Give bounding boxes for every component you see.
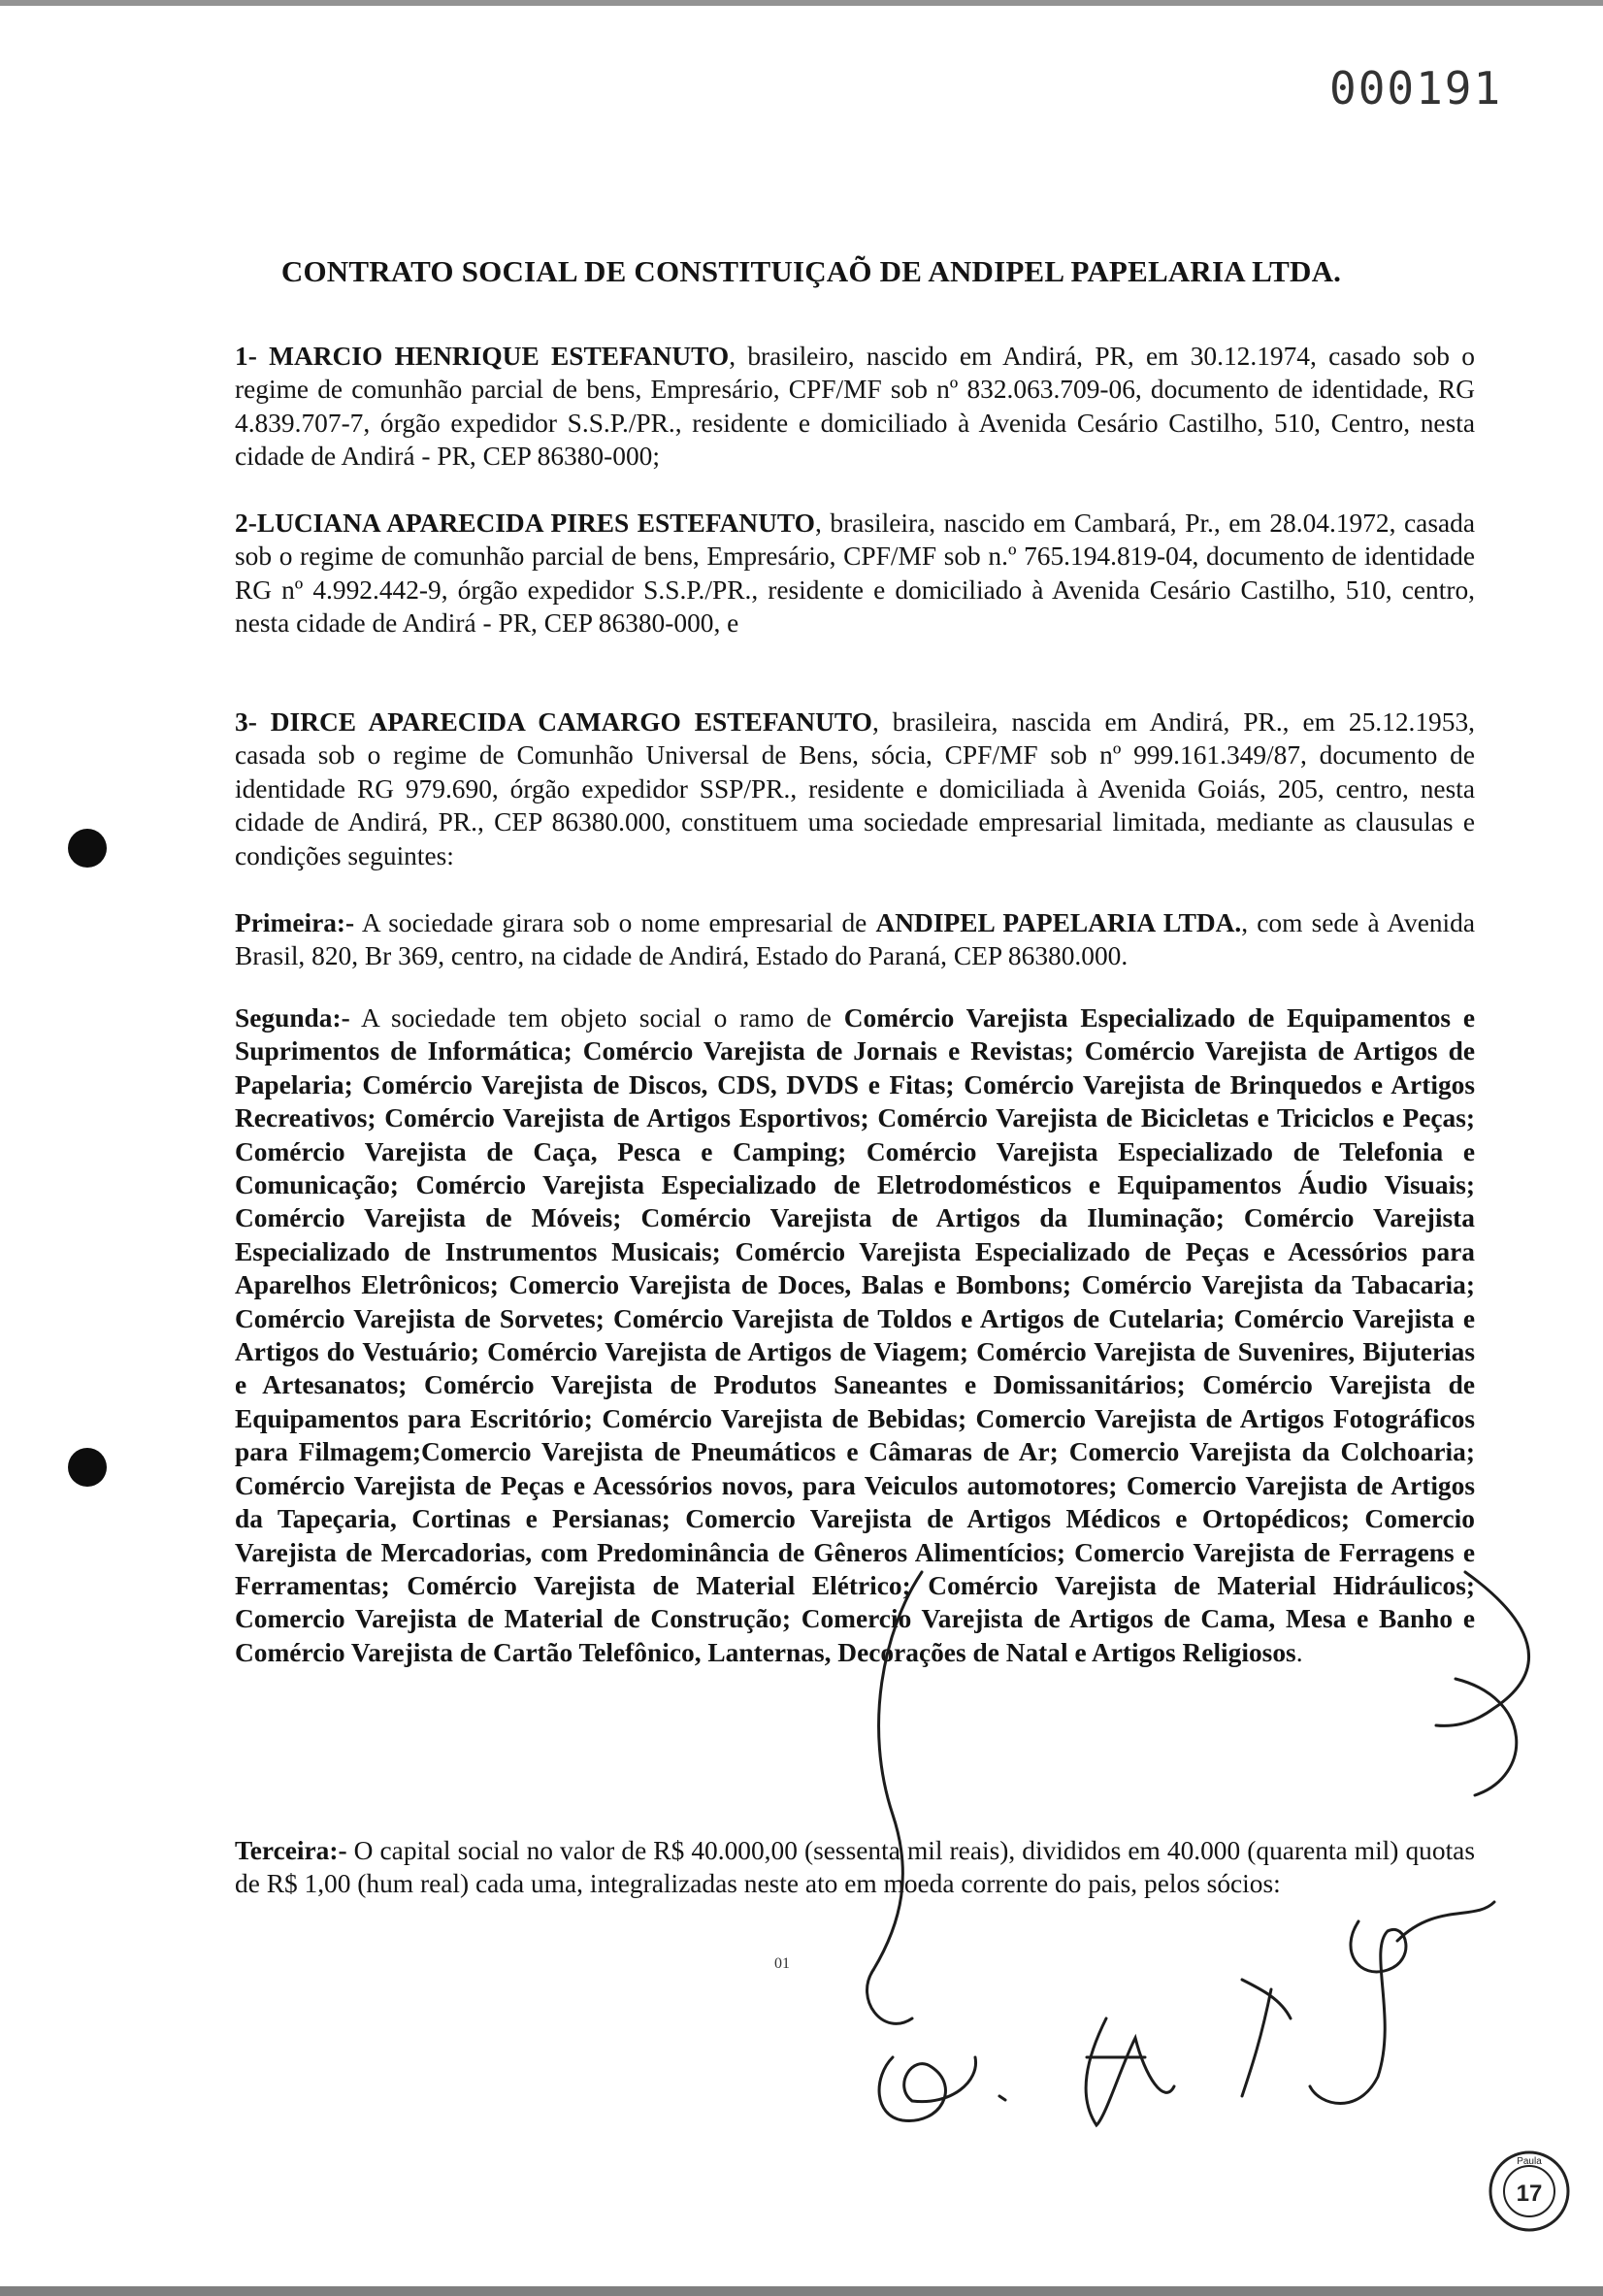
signature-3 [1242,1980,1291,2096]
partner-name: 1- MARCIO HENRIQUE ESTEFANUTO [235,342,730,371]
notary-seal-icon [1487,2148,1572,2234]
initial-stroke [873,1572,922,1970]
scan-top-edge [0,0,1603,6]
clause-text: A sociedade girara sob o nome empresarial de [354,908,876,937]
clause-primeira [235,906,1475,973]
partner-details: , brasileira, nascida em Andirá, PR., em 25.12.1953, casada sob o regime de Comunhão Universal de Bens, sócia, CPF/MF sob nº 999.161.349/87, documento de identidade RG 979.690, órgão expedidor SSP/PR., residente e domiciliada à Avenida Goiás, 205, centro, nesta cidade de Andirá, PR., CEP 86380.000, constituem uma sociedade empresarial limitada, mediante as clausulas e condições seguintes: [235,707,1475,870]
clause-label: Terceira:- [235,1836,347,1865]
partner-name: 2-LUCIANA APARECIDA PIRES ESTEFANUTO [235,508,815,538]
page-title: CONTRATO SOCIAL DE CONSTITUIÇAÕ DE ANDIPEL PAPELARIA LTDA. [280,254,1342,288]
partner-1-paragraph [235,340,1475,474]
partner-2-paragraph [235,507,1475,640]
punch-hole-icon [68,1448,107,1487]
punch-hole-icon [68,829,107,868]
notary-seal-text: Paula [1517,2156,1542,2167]
scan-bottom-edge [0,2286,1603,2296]
signature-2 [1086,2018,1174,2125]
signatures-drawing [854,1514,1572,2135]
business-objects: Comércio Varejista Especializado de Equipamentos e Suprimentos de Informática; Comércio Varejista de Jornais e Revistas; Comércio Varejista de Artigos de Papelaria; Comércio Varejista de Discos, CDS, DVDS e Fitas; Comércio Varejista de Brinquedos e Artigos Recreativos; Comércio Varejista de Artigos Esportivos; Comércio Varejista de Bicicletas e Triciclos e Peças; Comércio Varejista de Caça, Pesca e Camping; Comércio Varejista Especializado de Telefonia e Comunicação; Comércio Varejista Especializado de Eletrodomésticos e Equipamentos Áudio Visuais; Comércio Varejista de Móveis; Comércio Varejista de Artigos da Iluminação; Comércio Varejista Especializado de Instrumentos Musicais; Comércio Varejista Especializado de Peças e Acessórios para Aparelhos Eletrônicos; Comercio Varejista de Doces, Balas e Bombons; Comércio Varejista da Tabacaria; Comércio Varejista de Sorvetes; Comércio Varejista de Toldos e Artigos de Cutelaria; Comércio Varejista e Artigos do Vestuário; Comércio Varejista de Artigos de Viagem; Comércio Varejista de Suvenires, Bijuterias e Artesanatos; Comércio Varejista de Produtos Saneantes e Domissanitários; Comércio Varejista de Equipamentos para Escritório; Comércio Varejista de Bebidas; Comercio Varejista de Artigos Fotográficos para Filmagem;Comercio Varejista de Pneumáticos e Câmaras de Ar; Comercio Varejista da Colchoaria; Comércio Varejista de Peças e Acessórios novos, para Veiculos automotores; Comercio Varejista de Artigos da Tapeçaria, Cortinas e Persianas; Comercio Varejista de Artigos Médicos e Ortopédicos; Comercio Varejista de Mercadorias, com Predominância de Gêneros Alimentícios; Comercio Varejista de Ferragens e Ferramentas; Comércio Varejista de Material Elétrico; Comércio Varejista de Material Hidráulicos; Comercio Varejista de Material de Construção; Comercio Varejista de Artigos de Cama, Mesa e Banho e Comércio Varejista de Cartão Telefônico, Lanternas, Decorações de Natal e Artigos Religiosos [235,1003,1475,1667]
clause-text: A sociedade tem objeto social o ramo de [349,1003,844,1033]
partner-name: 3- DIRCE APARECIDA CAMARGO ESTEFANUTO [235,707,872,737]
partner-details: , brasileira, nascido em Cambará, Pr., em 28.04.1972, casada sob o regime de comunhão parcial de bens, Empresário, CPF/MF sob n.º 765.194.819-04, documento de identidade RG nº 4.992.442-9, órgão expedidor S.S.P./PR., residente e domiciliado à Avenida Cesário Castilho, 510, centro, nesta cidade de Andirá - PR, CEP 86380-000, e [235,508,1475,639]
partner-details: , brasileiro, nascido em Andirá, PR, em 30.12.1974, casado sob o regime de comunhão parcial de bens, Empresário, CPF/MF sob nº 832.063.709-06, documento de identidade, RG 4.839.707-7, órgão expedidor S.S.P./PR., residente e domiciliado à Avenida Cesário Castilho, 510, Centro, nesta cidade de Andirá - PR, CEP 86380-000; [235,342,1475,472]
notary-seal-number: 17 [1516,2181,1543,2207]
clause-end: . [1295,1637,1303,1667]
clause-text: , com sede à Avenida Brasil, 820, Br 369, centro, na cidade de Andirá, Estado do Paraná, CEP 86380.000. [235,908,1476,971]
company-name: ANDIPEL PAPELARIA LTDA. [875,908,1242,937]
clause-label: Primeira:- [235,908,355,937]
stamp-number: 000191 [1329,62,1503,115]
signature-1 [879,2057,975,2120]
partner-3-paragraph [235,705,1475,872]
page-number: 01 [774,1955,790,1972]
clause-text: O capital social no valor de R$ 40.000,00 (sessenta mil reais), divididos em 40.000 (quarenta mil) quotas de R$ 1,00 (hum real) cada uma, integralizadas neste ato em moeda corrente do pais, pelos sócios: [235,1836,1475,1899]
clause-label: Segunda:- [235,1003,350,1033]
signature-4 [1310,1921,1406,2104]
